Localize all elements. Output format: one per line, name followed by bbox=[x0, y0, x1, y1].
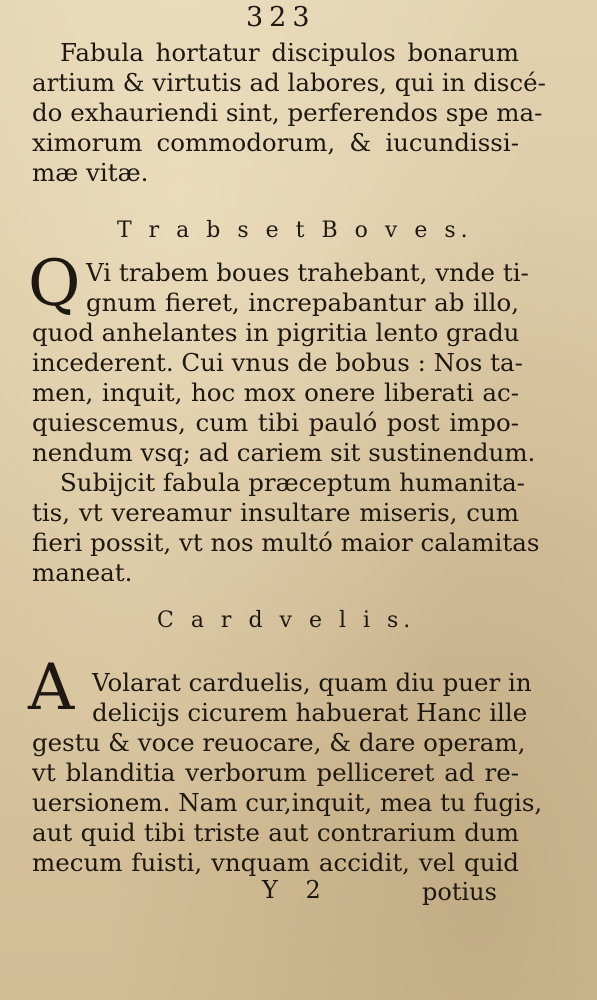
text-line: Volarat carduelis, quam diu puer in bbox=[92, 668, 532, 697]
text-line: Vi trabem boues trahebant, vnde ti- bbox=[86, 258, 529, 287]
text-line: Subijcit fabula præceptum humanita- bbox=[60, 468, 525, 497]
drop-cap-initial: A bbox=[28, 651, 75, 725]
text-line: uersionem. Nam cur,inquit, mea tu fugis, bbox=[32, 788, 543, 817]
page-footer bbox=[0, 876, 597, 910]
text-line: men, inquit, hoc mox onere liberati ac- bbox=[32, 378, 519, 407]
text-line: quiescemus, cum tibi pauló post impo- bbox=[32, 408, 519, 437]
text-line: artium & virtutis ad labores, qui in discé- bbox=[32, 68, 546, 97]
text-line: fieri possit, vt nos multó maior calamitas bbox=[32, 528, 540, 557]
fable-paragraph-2 bbox=[32, 668, 543, 878]
fable-title: T r a b s e t B o v e s. bbox=[117, 218, 473, 243]
text-line: aut quid tibi triste aut contrarium dum bbox=[32, 818, 519, 847]
text-line: ximorum commodorum, & iucundissi- bbox=[32, 128, 519, 157]
text-line: do exhauriendi sint, perferendos spe ma- bbox=[32, 98, 543, 127]
fable-paragraph-1 bbox=[32, 258, 540, 588]
text-line: tis, vt vereamur insultare miseris, cum bbox=[32, 498, 519, 527]
page-number: 323 bbox=[246, 2, 316, 33]
text-line: quod anhelantes in pigritia lento gradu bbox=[32, 318, 520, 347]
signature-mark: Y 2 bbox=[262, 876, 331, 904]
catchword: potius bbox=[422, 878, 497, 906]
text-line: mecum fuisti, vnquam accidit, vel quid bbox=[32, 848, 519, 877]
text-line: Fabula hortatur discipulos bonarum bbox=[60, 38, 519, 67]
fable-title: C a r d v e l i s. bbox=[157, 608, 416, 633]
text-line: nendum vsq; ad cariem sit sustinendum. bbox=[32, 438, 536, 467]
drop-cap-initial: Q bbox=[28, 247, 81, 321]
text-line: gnum fieret, increpabantur ab illo, bbox=[86, 288, 519, 317]
text-line: gestu & voce reuocare, & dare operam, bbox=[32, 728, 526, 757]
moral-paragraph-1 bbox=[32, 38, 546, 188]
text-line: vt blanditia verborum pelliceret ad re- bbox=[32, 758, 519, 787]
text-line: delicijs cicurem habuerat Hanc ille bbox=[92, 698, 528, 727]
text-line: mæ vitæ. bbox=[32, 158, 149, 187]
text-line: incederent. Cui vnus de bobus : Nos ta- bbox=[32, 348, 523, 377]
text-line: maneat. bbox=[32, 558, 133, 587]
